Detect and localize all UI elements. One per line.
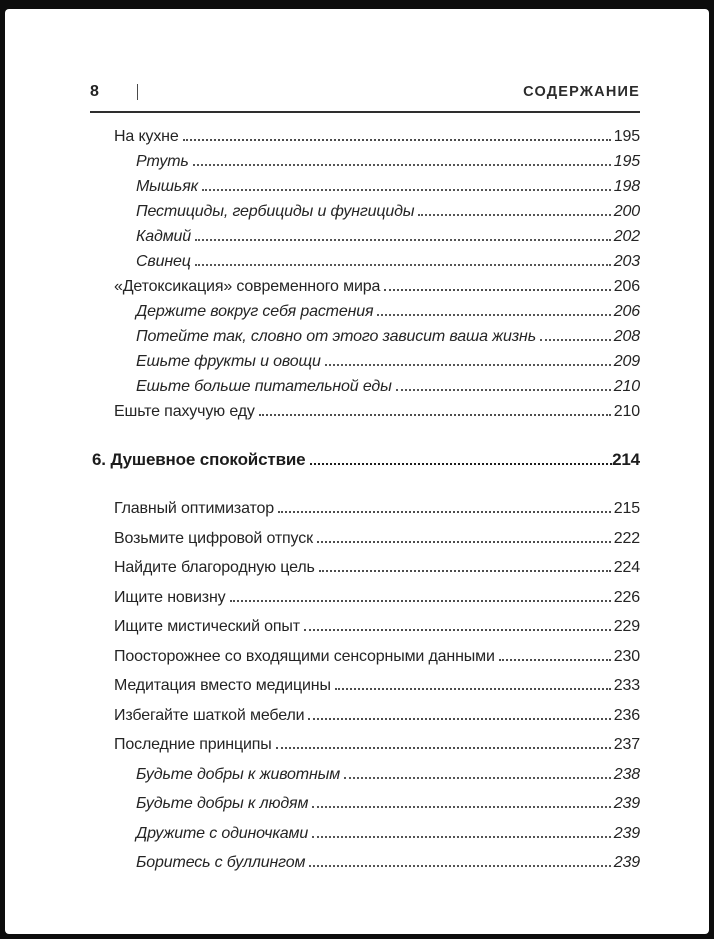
- running-title: СОДЕРЖАНИЕ: [523, 84, 640, 100]
- toc-entry: [90, 303, 640, 321]
- toc-entry-page: 206: [613, 278, 640, 295]
- toc-entry-label: Потейте так, словно от этого зависит ваша жизнь: [136, 328, 536, 345]
- toc-entry: [90, 825, 640, 843]
- toc-entry-page: 236: [613, 706, 640, 724]
- toc-entry: [90, 153, 640, 171]
- dot-leader: [310, 463, 613, 465]
- toc-entry: [90, 253, 640, 271]
- toc-entry-page: 198: [613, 178, 640, 195]
- toc-entry-page: 206: [613, 303, 640, 320]
- toc-entry-label: Ешьте фрукты и овощи: [136, 353, 321, 370]
- dot-leader: [335, 688, 611, 690]
- toc-entry-page: 229: [613, 618, 640, 635]
- toc-entry-label: Боритесь с буллингом: [136, 854, 306, 871]
- dot-leader: [195, 264, 611, 266]
- toc-entry-page: 202: [613, 228, 640, 245]
- folio-page-number: 8: [90, 83, 99, 100]
- toc-entry: [90, 500, 640, 518]
- dot-leader: [377, 314, 610, 316]
- dot-leader: [308, 718, 610, 720]
- dot-leader: [202, 189, 611, 191]
- toc-entry-label: Главный оптимизатор: [114, 500, 274, 517]
- dot-leader: [540, 339, 611, 341]
- page-header: [90, 83, 640, 101]
- toc-entry-label: Свинец: [136, 253, 191, 270]
- toc-entry-page: 200: [613, 203, 640, 220]
- toc-entry-label: Ищите новизну: [114, 588, 226, 606]
- toc-entry-label: Кадмий: [136, 228, 192, 245]
- toc-entry-page: 195: [613, 128, 640, 145]
- dot-leader: [193, 164, 611, 166]
- toc-entry-label: Мышьяк: [136, 178, 198, 195]
- toc-entry-page: 210: [613, 403, 640, 420]
- dot-leader: [312, 806, 610, 808]
- toc-entry-page: 208: [613, 328, 640, 345]
- dot-leader: [317, 541, 611, 543]
- toc-entry: [90, 403, 640, 421]
- toc-entry: [90, 128, 640, 146]
- toc-entry: [90, 278, 640, 296]
- toc-entry-label: «Детоксикация» современного мира: [114, 278, 381, 295]
- toc-entry: [90, 450, 640, 470]
- toc-entry-label: Найдите благородную цель: [114, 559, 315, 576]
- dot-leader: [195, 239, 611, 241]
- toc-entry-page: 238: [613, 765, 640, 783]
- toc-entry: [90, 648, 640, 666]
- toc-entry-page: 224: [613, 559, 640, 576]
- toc-entry-label: 6. Душевное спокойствие: [92, 450, 306, 469]
- toc-entry-label: На кухне: [114, 128, 179, 145]
- toc-entry: [90, 228, 640, 246]
- toc-entry-page: 210: [613, 378, 640, 395]
- toc-entry-label: Держите вокруг себя растения: [136, 303, 374, 320]
- toc-entry: [90, 178, 640, 196]
- toc-entry-page: 230: [613, 647, 640, 665]
- toc-entry-label: Ищите мистический опыт: [114, 618, 300, 635]
- dot-leader: [304, 629, 611, 631]
- toc-entry: [90, 854, 640, 872]
- toc-entry-page: 195: [613, 153, 640, 170]
- header-rule: [90, 111, 640, 113]
- dot-leader: [325, 364, 611, 366]
- toc-entry-page: 203: [613, 253, 640, 270]
- dot-leader: [384, 289, 611, 291]
- toc-entry: [90, 795, 640, 813]
- toc-entry-page: 237: [613, 736, 640, 753]
- toc-list: [90, 128, 640, 872]
- toc-entry-label: Будьте добры к людям: [136, 795, 309, 812]
- toc-entry: [90, 353, 640, 371]
- dot-leader: [278, 511, 611, 513]
- toc-entry-label: Будьте добры к животным: [136, 765, 341, 783]
- toc-entry: [90, 203, 640, 221]
- toc-entry: [90, 766, 640, 784]
- toc-entry: [90, 589, 640, 607]
- dot-leader: [344, 777, 611, 779]
- toc-entry-page: 214: [612, 450, 640, 469]
- toc-entry-label: Возьмите цифровой отпуск: [114, 529, 313, 547]
- toc-entry: [90, 328, 640, 346]
- dot-leader: [183, 139, 611, 141]
- toc-entry: [90, 530, 640, 548]
- header-divider: [137, 84, 138, 100]
- book-page: [5, 9, 709, 934]
- toc-entry: [90, 677, 640, 695]
- toc-entry-page: 215: [613, 500, 640, 517]
- dot-leader: [312, 836, 611, 838]
- dot-leader: [319, 570, 611, 572]
- toc-entry: [90, 618, 640, 636]
- toc-entry: [90, 736, 640, 754]
- toc-entry: [90, 378, 640, 396]
- toc-entry: [90, 707, 640, 725]
- dot-leader: [276, 747, 611, 749]
- toc-entry-label: Поосторожнее со входящими сенсорными данными: [114, 647, 495, 665]
- toc-entry-label: Ешьте больше питательной еды: [136, 378, 392, 395]
- toc-entry-page: 239: [613, 854, 640, 871]
- toc-entry-page: 209: [613, 353, 640, 370]
- toc-entry-label: Последние принципы: [114, 736, 272, 753]
- toc-entry-label: Дружите с одиночками: [136, 824, 309, 842]
- dot-leader: [499, 659, 611, 661]
- dot-leader: [230, 600, 611, 602]
- toc-entry-page: 222: [613, 529, 640, 547]
- toc-entry-label: Пестициды, гербициды и фунгициды: [136, 203, 415, 220]
- toc-entry-label: Ртуть: [136, 153, 189, 170]
- toc-entry-label: Медитация вместо медицины: [114, 677, 331, 694]
- dot-leader: [259, 414, 611, 416]
- dot-leader: [418, 214, 610, 216]
- toc-entry-page: 226: [613, 588, 640, 606]
- toc-entry: [90, 559, 640, 577]
- toc-entry-label: Избегайте шаткой мебели: [114, 706, 305, 724]
- toc-entry-page: 233: [613, 677, 640, 694]
- dot-leader: [396, 389, 611, 391]
- toc-entry-page: 239: [613, 824, 640, 842]
- toc-entry-label: Ешьте пахучую еду: [114, 403, 255, 420]
- dot-leader: [309, 865, 610, 867]
- toc-entry-page: 239: [613, 795, 640, 812]
